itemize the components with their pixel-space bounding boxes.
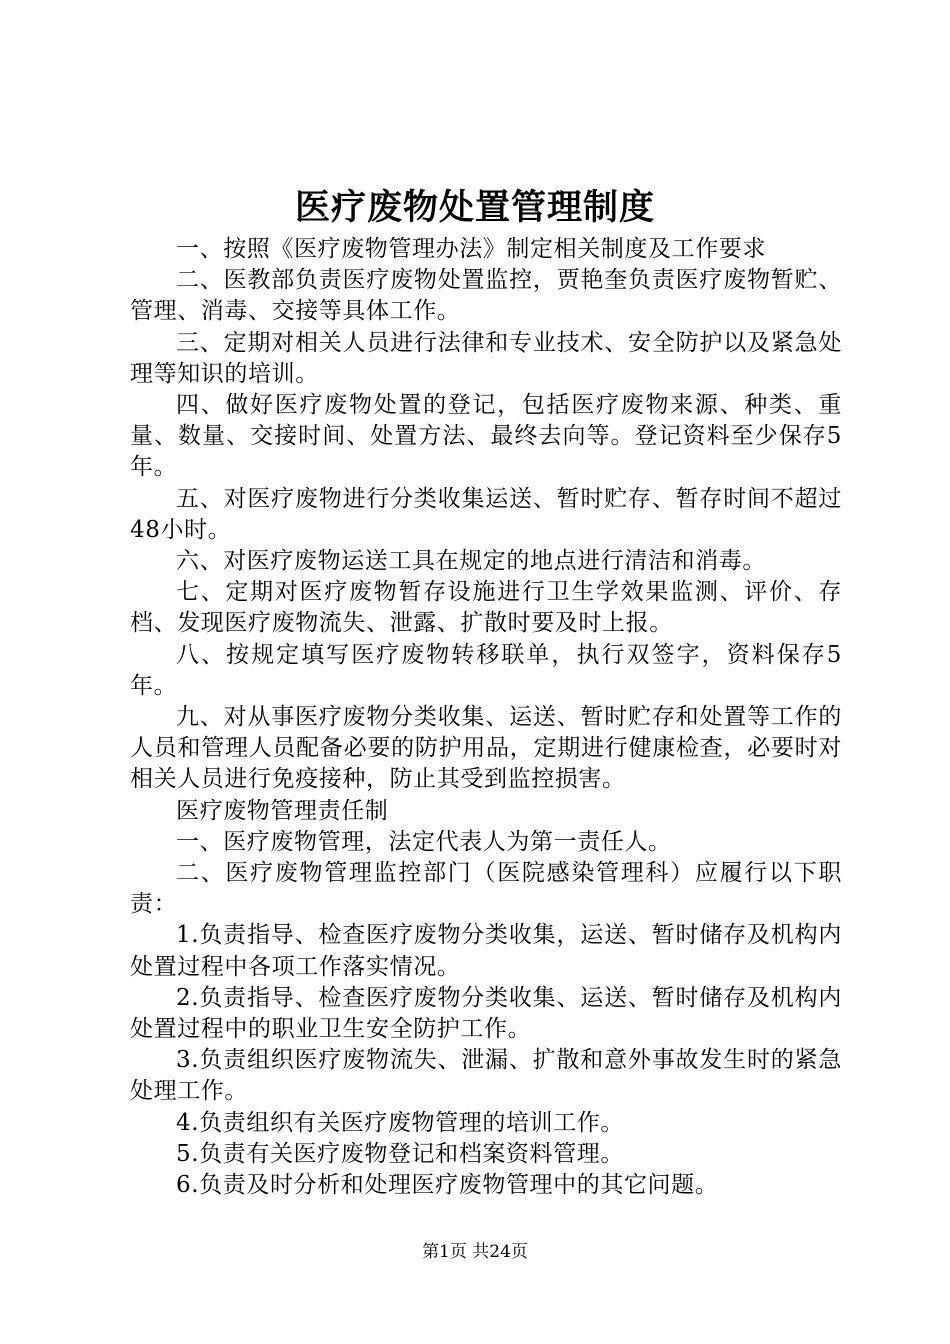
paragraph: 八、按规定填写医疗废物转移联单，执行双签字，资料保存5年。	[130, 641, 842, 699]
paragraph: 五、对医疗废物进行分类收集运送、暂时贮存、暂存时间不超过48小时。	[130, 485, 842, 543]
paragraph: 六、对医疗废物运送工具在规定的地点进行清洁和消毒。	[176, 548, 766, 575]
paragraph: 四、做好医疗废物处置的登记，包括医疗废物来源、种类、重量、数量、交接时间、处置方法、最终去向等。登记资料至少保存5年。	[130, 392, 842, 481]
list-item: 1.负责指导、检查医疗废物分类收集，运送、暂时储存及机构内处置过程中各项工作落实情况。	[130, 922, 842, 980]
paragraph: 二、医教部负责医疗废物处置监控，贾艳奎负责医疗废物暂贮、管理、消毒、交接等具体工作。	[130, 267, 842, 325]
document-body	[130, 234, 842, 1201]
list-item: 3.负责组织医疗废物流失、泄漏、扩散和意外事故发生时的紧急处理工作。	[130, 1047, 842, 1105]
page-number-footer: 第1页 共24页	[422, 1242, 528, 1262]
list-item: 5.负责有关医疗废物登记和档案资料管理。	[176, 1140, 624, 1167]
paragraph: 九、对从事医疗废物分类收集、运送、暂时贮存和处置等工作的人员和管理人员配备必要的防护用品，定期进行健康检查，必要时对相关人员进行免疫接种，防止其受到监控损害。	[130, 704, 842, 793]
list-item: 2.负责指导、检查医疗废物分类收集、运送、暂时储存及机构内处置过程中的职业卫生安全防护工作。	[130, 984, 842, 1043]
paragraph: 七、定期对医疗废物暂存设施进行卫生学效果监测、评价、存档、发现医疗废物流失、泄露、扩散时要及时上报。	[130, 579, 842, 637]
section-heading: 医疗废物管理责任制	[176, 797, 389, 824]
paragraph: 三、定期对相关人员进行法律和专业技术、安全防护以及紧急处理等知识的培训。	[130, 329, 842, 387]
paragraph: 一、医疗废物管理，法定代表人为第一责任人。	[176, 828, 672, 855]
paragraph: 二、医疗废物管理监控部门（医院感染管理科）应履行以下职责：	[130, 860, 842, 918]
list-item: 4.负责组织有关医疗废物管理的培训工作。	[176, 1109, 624, 1136]
paragraph: 一、按照《医疗废物管理办法》制定相关制度及工作要求	[176, 236, 766, 262]
list-item: 6.负责及时分析和处理医疗废物管理中的其它问题。	[176, 1172, 719, 1199]
document-title: 医疗废物处置管理制度	[294, 187, 655, 228]
